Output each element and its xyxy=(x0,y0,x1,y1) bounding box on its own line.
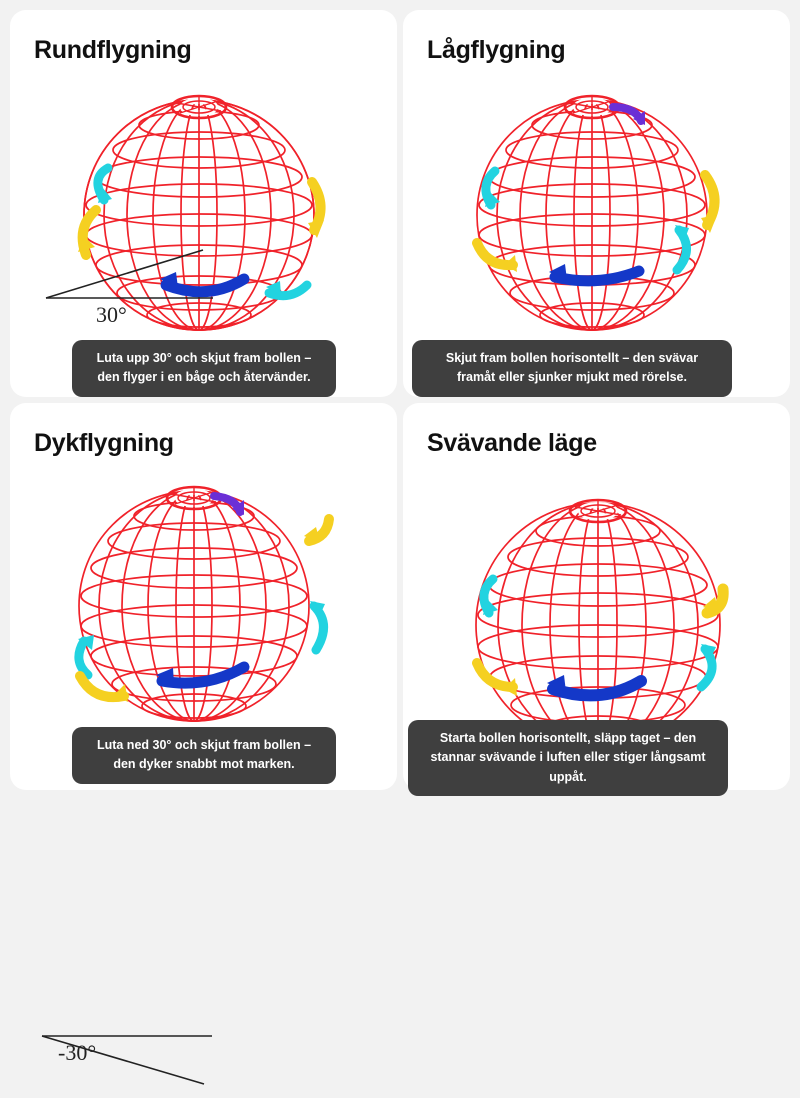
arrow-cyan-right xyxy=(701,644,716,687)
arrow-yellow-right xyxy=(308,182,324,238)
angle-indicator-30 xyxy=(46,250,213,298)
angle-label-rundflygning: 30° xyxy=(96,302,127,327)
arrow-cyan-right xyxy=(310,601,325,650)
wireframe-sphere-icon xyxy=(477,96,707,330)
panel-title-svavande-lage: Svävande läge xyxy=(427,429,597,457)
ball-illustration-rundflygning xyxy=(10,10,397,397)
angle-label-dykflygning: -30° xyxy=(58,1040,97,1065)
arrow-yellow-right xyxy=(304,519,329,542)
caption-lagflygning: Skjut fram bollen horisontellt – den svävar framåt eller sjunker mjukt med rörelse. xyxy=(412,340,732,397)
panel-title-rundflygning: Rundflygning xyxy=(34,36,192,64)
wireframe-sphere-icon xyxy=(476,500,720,747)
arrow-cyan-left xyxy=(483,579,498,615)
arrow-blue-center xyxy=(549,264,639,281)
panel-lagflygning xyxy=(403,10,790,397)
arrow-blue-center xyxy=(547,675,641,695)
ball-illustration-lagflygning xyxy=(403,10,790,397)
arrow-yellow-right xyxy=(703,589,723,613)
caption-dykflygning: Luta ned 30° och skjut fram bollen – den dyker snabbt mot marken. xyxy=(72,727,336,784)
arrow-cyan-left xyxy=(485,171,500,207)
panel-title-dykflygning: Dykflygning xyxy=(34,429,174,457)
panel-title-lagflygning: Lågflygning xyxy=(427,36,566,64)
arrow-yellow-left xyxy=(477,663,517,696)
caption-rundflygning: Luta upp 30° och skjut fram bollen – den flyger i en båge och återvänder. xyxy=(72,340,336,397)
caption-svavande-lage: Starta bollen horisontellt, släpp taget – den stannar svävande i luften eller stiger långsamt uppåt. xyxy=(408,720,728,796)
arrow-cyan-right xyxy=(675,225,689,270)
panel-rundflygning xyxy=(10,10,397,397)
